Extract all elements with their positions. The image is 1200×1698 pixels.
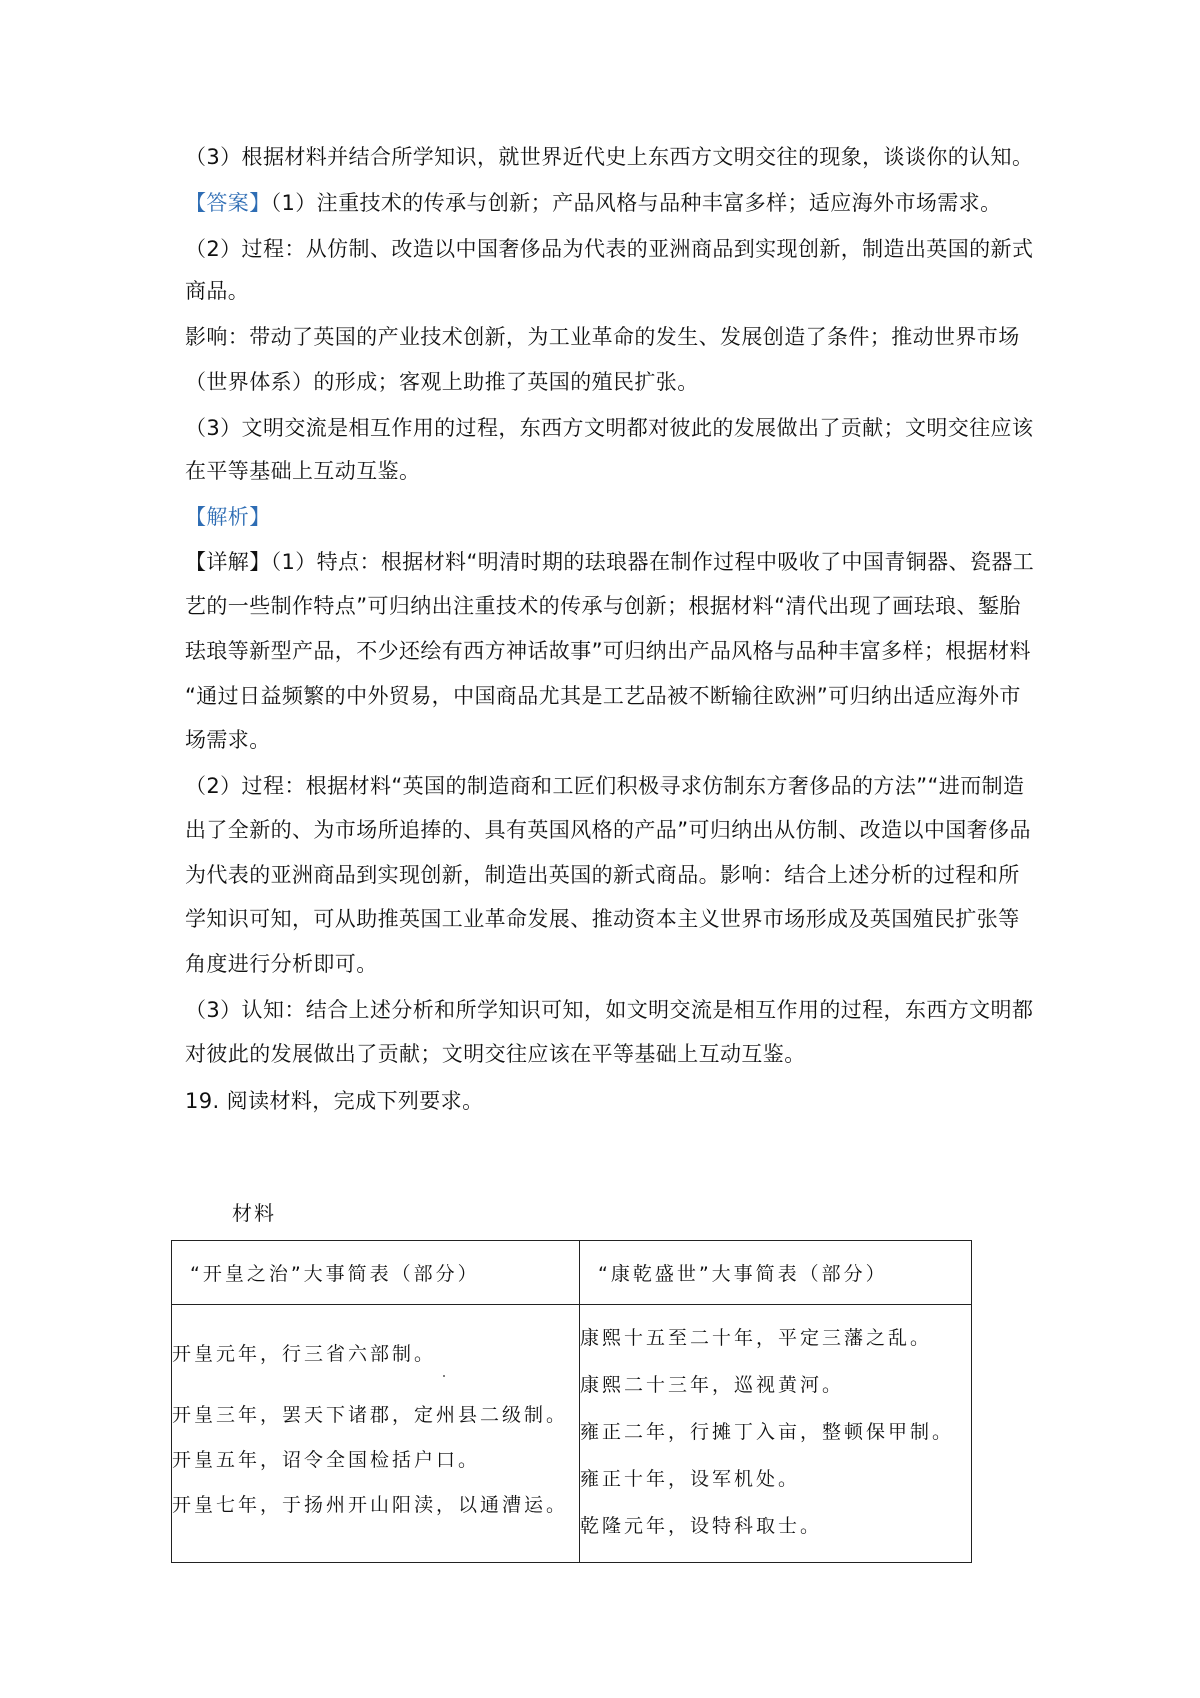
material-table xyxy=(171,1240,972,1563)
table-header-kangqian: “康乾盛世”大事简表（部分） xyxy=(580,1241,972,1305)
detail-line-1: 【详解】（1）特点：根据材料“明清时期的珐琅器在制作过程中吸收了中国青铜器、瓷器工 xyxy=(185,550,1035,574)
analysis-heading xyxy=(185,502,271,532)
detail-line-5: 场需求。 xyxy=(185,728,271,752)
answer-line-3: 商品。 xyxy=(185,279,250,303)
detail-line-6: （2）过程：根据材料“英国的制造商和工匠们积极寻求仿制东方奢侈品的方法”“进而制造 xyxy=(185,774,1025,798)
list-item: 开皇元年，行三省六部制。 xyxy=(172,1343,437,1365)
list-item: 康熙二十三年，巡视黄河。 xyxy=(580,1374,845,1396)
detail-line-2: 艺的一些制作特点”可归纳出注重技术的传承与创新；根据材料“清代出现了画珐琅、錾胎 xyxy=(185,594,1021,618)
answer-line-4: 影响：带动了英国的产业技术创新，为工业革命的发生、发展创造了条件；推动世界市场 xyxy=(185,325,1020,349)
detail-line-7: 出了全新的、为市场所追捧的、具有英国风格的产品”可归纳出从仿制、改造以中国奢侈品 xyxy=(185,818,1031,842)
list-item: 开皇七年，于扬州开山阳渎，以通漕运。 xyxy=(172,1494,569,1516)
kangqian-events xyxy=(580,1305,972,1563)
detail-line-11: （3）认知：结合上述分析和所学知识可知，如文明交流是相互作用的过程，东西方文明都 xyxy=(185,998,1034,1022)
answer-line-6: （3）文明交流是相互作用的过程，东西方文明都对彼此的发展做出了贡献；文明交往应该 xyxy=(185,416,1034,440)
detail-line-4: “通过日益频繁的中外贸易，中国商品尤其是工艺品被不断输往欧洲”可归纳出适应海外市 xyxy=(185,684,1021,708)
question-3-prompt: （3）根据材料并结合所学知识，就世界近代史上东西方文明交往的现象，谈谈你的认知。 xyxy=(185,145,1034,169)
list-item: 雍正二年，行摊丁入亩，整顿保甲制。 xyxy=(580,1421,955,1443)
detail-line-10: 角度进行分析即可。 xyxy=(185,952,378,976)
kaihuang-events xyxy=(172,1305,580,1563)
answer-line-2: （2）过程：从仿制、改造以中国奢侈品为代表的亚洲商品到实现创新，制造出英国的新式 xyxy=(185,237,1034,261)
stray-mark xyxy=(443,1375,445,1377)
list-item: 雍正十年，设军机处。 xyxy=(580,1468,801,1490)
list-item: 开皇五年，诏令全国检括户口。 xyxy=(172,1449,481,1471)
material-label: 材料 xyxy=(232,1201,276,1225)
list-item: 乾隆元年，设特科取士。 xyxy=(580,1515,823,1537)
list-item: 康熙十五至二十年，平定三藩之乱。 xyxy=(580,1327,933,1349)
detail-line-9: 学知识可知，可从助推英国工业革命发展、推动资本主义世界市场形成及英国殖民扩张等 xyxy=(185,907,1020,931)
analysis-tag: 【解析】 xyxy=(185,505,271,529)
table-header-kaihuang: “开皇之治”大事简表（部分） xyxy=(172,1241,580,1305)
detail-line-3: 珐琅等新型产品，不少还绘有西方神话故事”可归纳出产品风格与品种丰富多样；根据材料 xyxy=(185,639,1031,663)
list-item: 开皇三年，罢天下诸郡，定州县二级制。 xyxy=(172,1404,569,1426)
answer-tag: 【答案】 xyxy=(185,191,271,215)
detail-line-8: 为代表的亚洲商品到实现创新，制造出英国的新式商品。影响：结合上述分析的过程和所 xyxy=(185,863,1020,887)
answer-line-1: 【答案】（1）注重技术的传承与创新；产品风格与品种丰富多样；适应海外市场需求。 xyxy=(185,191,1002,215)
answer-line-7: 在平等基础上互动互鉴。 xyxy=(185,459,421,483)
answer-line-5: （世界体系）的形成；客观上助推了英国的殖民扩张。 xyxy=(185,370,699,394)
detail-line-12: 对彼此的发展做出了贡献；文明交往应该在平等基础上互动互鉴。 xyxy=(185,1042,806,1066)
question-19-title: 19. 阅读材料，完成下列要求。 xyxy=(185,1089,484,1113)
